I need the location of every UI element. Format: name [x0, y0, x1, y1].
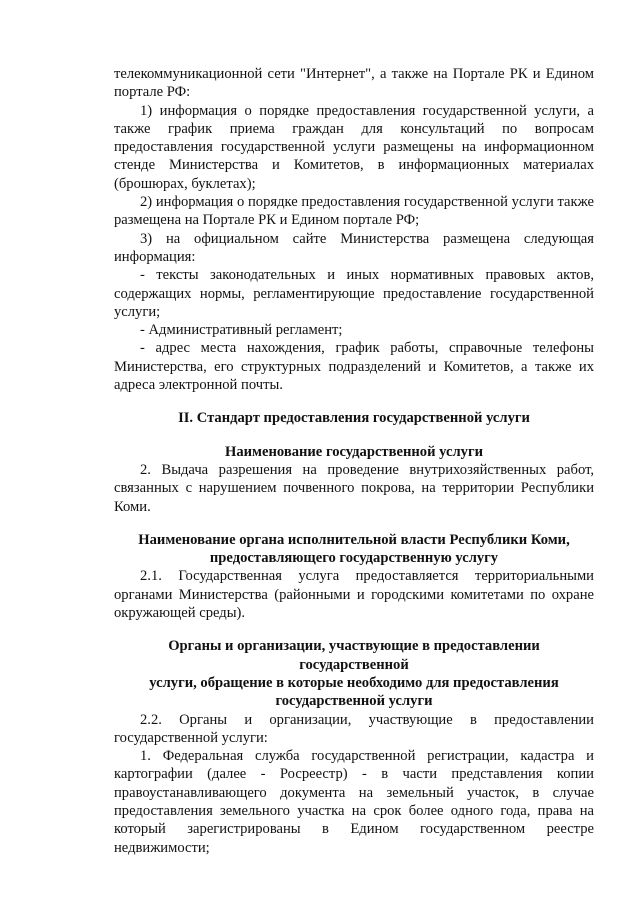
spacer — [114, 516, 594, 531]
heading-orgs-line-2: услуги, обращение в которые необходимо для предоставления — [149, 674, 559, 691]
section-title: II. Стандарт предоставления государственной услуги — [178, 410, 530, 427]
spacer — [114, 394, 594, 409]
paragraph-item-1: 1) информация о порядке предоставления государственной услуги, а также график приема граждан для консультаций по вопросам предоставления государственной услуги размещены на информационном стенде Министерства и Комитетов, в информационных материалах (брошюрах, буклетах); — [114, 102, 594, 192]
paragraph-orgs-2: 1. Федеральная служба государственной регистрации, кадастра и картографии (далее - Росреестр) - в части представления копии правоустанавливающего документа на земельный участок, в случае предоставления земельного участка на срок более одного года, права на который зарегистрированы в Едином государственном реестре недвижимости; — [114, 748, 594, 856]
paragraph-item-2: 2) информация о порядке предоставления государственной услуги также размещена на Портале РК и Едином портале РФ; — [114, 194, 594, 229]
paragraph-intro-continuation: телекоммуникационной сети "Интернет", а также на Портале РК и Едином портале РФ: — [114, 66, 594, 101]
heading-authority-line-1: Наименование органа исполнительной власти Республики Коми, — [138, 531, 570, 548]
heading-orgs-line-3: государственной услуги — [275, 693, 433, 710]
paragraph-bullet-address: - адрес места нахождения, график работы, справочные телефоны Министерства, его структурных подразделений и Комитетов, а также их адреса электронной почты. — [114, 340, 594, 394]
spacer — [114, 428, 594, 443]
paragraph-bullet-laws: - тексты законодательных и иных нормативных правовых актов, содержащих нормы, регламентирующие предоставление государственной услуги; — [114, 267, 594, 320]
paragraph-service-name: 2. Выдача разрешения на проведение внутрихозяйственных работ, связанных с нарушением почвенного покрова, на территории Республики Коми. — [114, 461, 594, 515]
paragraph-authority: 2.1. Государственная услуга предоставляется территориальными органами Министерства (районными и городскими комитетами по охране окружающей среды). — [114, 568, 594, 622]
heading-orgs-line-1: Органы и организации, участвующие в предоставлении государственной — [168, 638, 540, 673]
paragraph-bullet-regulation: - Административный регламент; — [140, 322, 343, 339]
paragraph-item-3: 3) на официальном сайте Министерства размещена следующая информация: — [114, 230, 594, 265]
heading-authority-line-2: предоставляющего государственную услугу — [209, 550, 499, 567]
paragraph-orgs-1: 2.2. Органы и организации, участвующие в предоставлении государственной услуги: — [114, 711, 594, 746]
document-body — [114, 65, 594, 857]
spacer — [114, 622, 594, 637]
heading-service-name: Наименование государственной услуги — [225, 443, 483, 460]
